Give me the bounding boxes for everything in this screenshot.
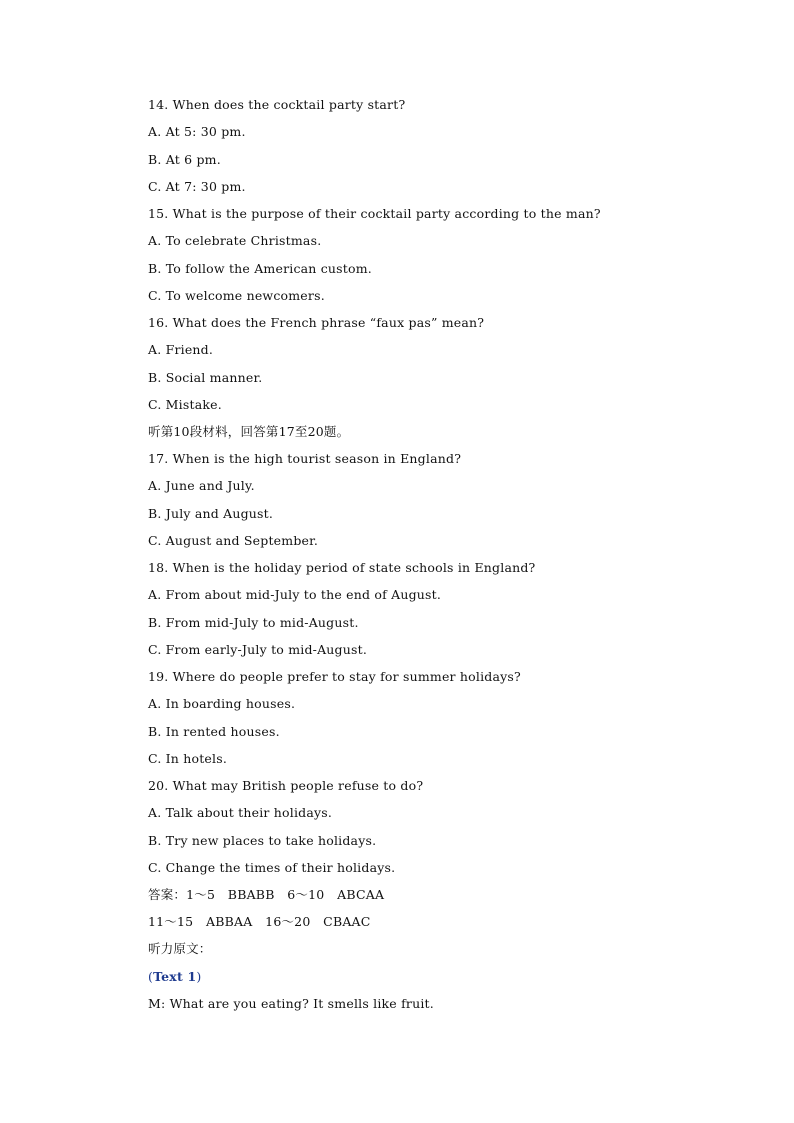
question-16: 16. What does the French phrase “faux pas” mean? — [148, 315, 485, 330]
q16-option-a: A. Friend. — [148, 342, 214, 357]
text-1-label — [148, 969, 201, 985]
text-1-title: Text 1 — [153, 969, 197, 984]
answer-key-line-2: 11～15 ABBAA 16～20 CBAAC — [148, 914, 371, 929]
text-1-open-paren: ( — [148, 969, 154, 984]
q20-option-b: B. Try new places to take holidays. — [148, 833, 377, 848]
q16-option-c: C. Mistake. — [148, 397, 222, 412]
question-18: 18. When is the holiday period of state schools in England? — [148, 560, 536, 575]
q14-option-b: B. At 6 pm. — [148, 152, 221, 167]
question-20: 20. What may British people refuse to do? — [148, 778, 424, 793]
q15-option-b: B. To follow the American custom. — [148, 261, 372, 276]
transcript-line-1: M: What are you eating? It smells like fruit. — [148, 996, 434, 1011]
q17-option-c: C. August and September. — [148, 533, 319, 548]
q15-option-c: C. To welcome newcomers. — [148, 288, 325, 303]
question-15: 15. What is the purpose of their cocktail party according to the man? — [148, 206, 601, 221]
q20-option-c: C. Change the times of their holidays. — [148, 860, 396, 875]
answer-key-line-1: 答案：1～5 BBABB 6～10 ABCAA — [148, 887, 385, 902]
question-17: 17. When is the high tourist season in England? — [148, 451, 462, 466]
q17-option-b: B. July and August. — [148, 506, 274, 521]
q18-option-a: A. From about mid-July to the end of August. — [148, 587, 442, 602]
question-14: 14. When does the cocktail party start? — [148, 97, 406, 112]
q16-option-b: B. Social manner. — [148, 370, 263, 385]
transcript-heading: 听力原文： — [148, 941, 212, 956]
q14-option-a: A. At 5: 30 pm. — [148, 124, 246, 139]
q19-option-a: A. In boarding houses. — [148, 696, 296, 711]
q18-option-c: C. From early-July to mid-August. — [148, 642, 368, 657]
text-1-close-paren: ) — [196, 969, 202, 984]
q17-option-a: A. June and July. — [148, 478, 255, 493]
question-19: 19. Where do people prefer to stay for summer holidays? — [148, 669, 521, 684]
q19-option-b: B. In rented houses. — [148, 724, 280, 739]
section-instruction: 听第10段材料，回答第17至20题。 — [148, 424, 350, 439]
q15-option-a: A. To celebrate Christmas. — [148, 233, 322, 248]
q14-option-c: C. At 7: 30 pm. — [148, 179, 246, 194]
q18-option-b: B. From mid-July to mid-August. — [148, 615, 359, 630]
q19-option-c: C. In hotels. — [148, 751, 228, 766]
q20-option-a: A. Talk about their holidays. — [148, 805, 333, 820]
